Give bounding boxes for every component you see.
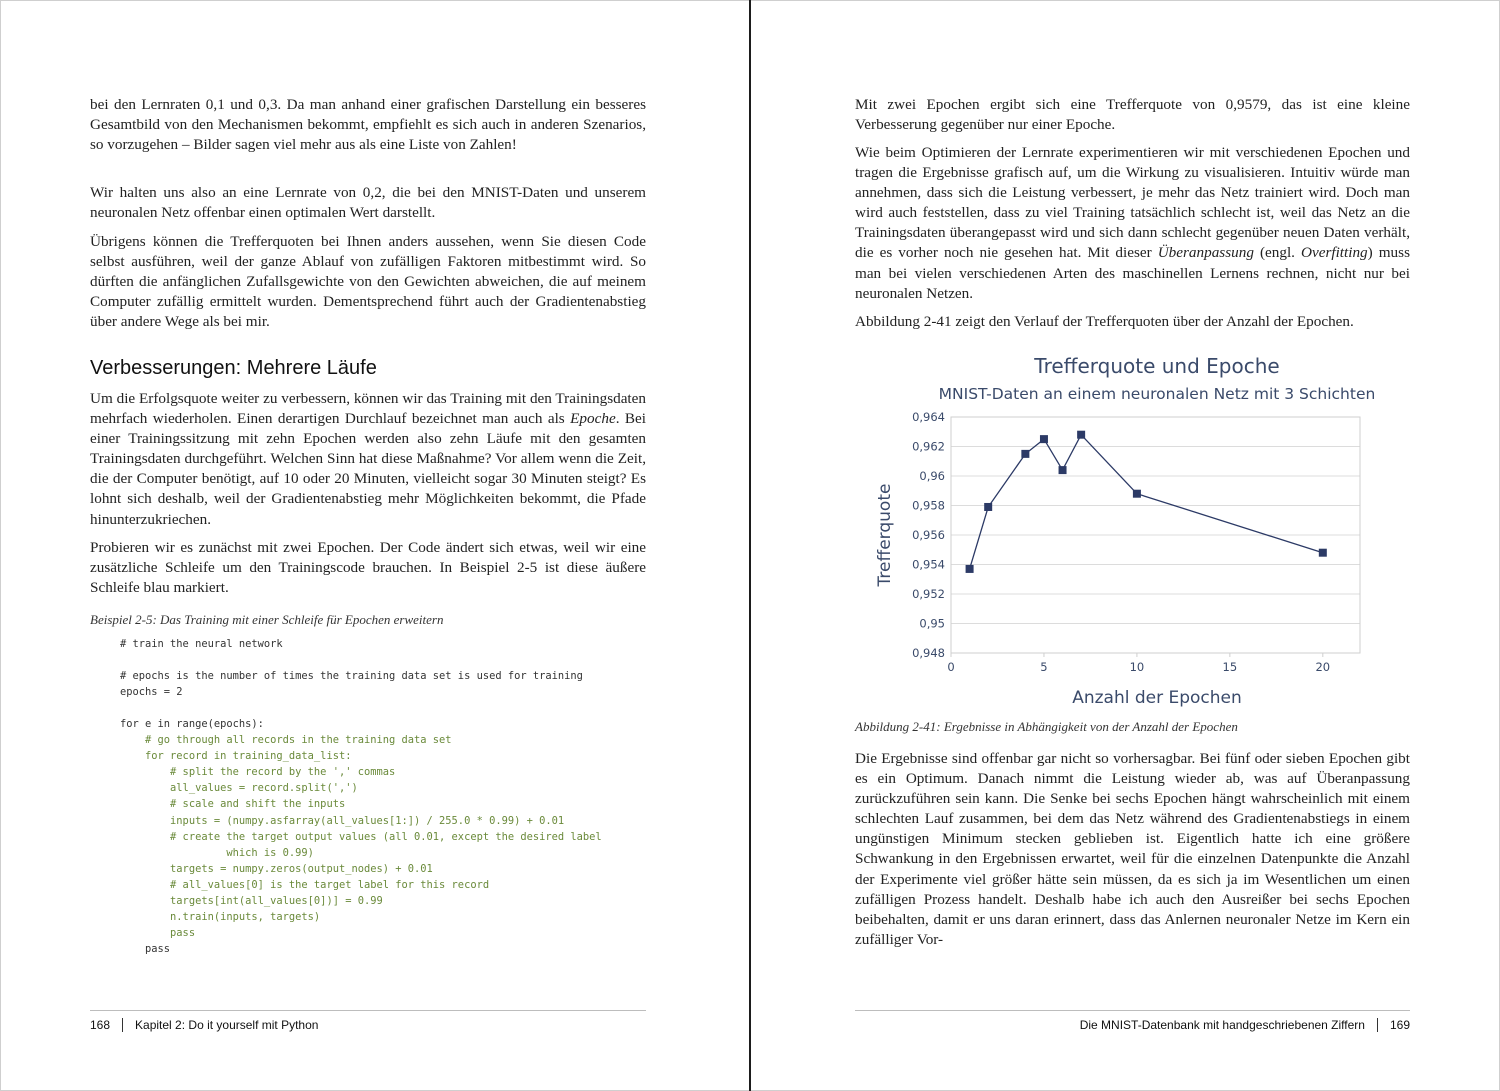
chart-grid	[951, 417, 1360, 653]
section-title: Die MNIST-Datenbank mit handgeschriebenen Ziffern	[1079, 1018, 1365, 1032]
code-line: all_values = record.split(',')	[120, 782, 358, 795]
chart-title: Trefferquote und Epoche	[1034, 354, 1280, 378]
figure-caption: Abbildung 2-41: Ergebnisse in Abhängigkeit von der Anzahl der Epochen	[855, 719, 1238, 734]
data-point	[1319, 549, 1327, 557]
chart-subtitle: MNIST-Daten an einem neuronalen Netz mit 3 Schichten	[938, 385, 1376, 403]
code-line: # all_values[0] is the target label for this record	[120, 878, 490, 891]
code-line: pass	[120, 942, 171, 955]
text-run: Um die Erfolgsquote weiter zu verbessern, können wir das Training mit den Trainingsdaten mehrfach wiederholen. Einen derartigen Durchlauf bezeichnet man auch als	[90, 390, 646, 428]
code-line	[120, 700, 602, 716]
code-line: epochs = 2	[120, 686, 183, 699]
footer-right	[1080, 1018, 1410, 1032]
code-line: inputs = (numpy.asfarray(all_values[1:]) / 255.0 * 0.99) + 0.01	[120, 814, 565, 827]
paragraph	[90, 389, 646, 530]
code-line: # epochs is the number of times the training data set is used for training	[120, 670, 583, 683]
section-heading: Verbesserungen: Mehrere Läufe	[90, 357, 377, 379]
page-footer	[90, 1010, 646, 1032]
data-point	[1059, 466, 1067, 474]
paragraph	[855, 143, 1410, 304]
y-tick-label: 0,954	[912, 557, 945, 572]
emphasis: Überanpassung	[1157, 244, 1254, 262]
text-run: . Bei einer Trainingssitzung mit zehn Epochen werden also zehn Läufe mit den gesamten Trainingsdaten durchgeführt. Welchen Sinn hat diese Maßnahme? Vor allem wenn die Zeit, die der Computer benötigt, auf 10 oder 20 Minuten, vielleicht sogar 30 Minuten steigt? Es lohnt sich deshalb, weil der Gradientenabstieg mehr Möglichkeiten bekommt, die Pfade hinunterzukriechen.	[90, 410, 646, 528]
code-line: pass	[120, 926, 196, 939]
series-markers	[966, 431, 1327, 573]
data-point	[1077, 431, 1085, 439]
code-line: # go through all records in the training data set	[120, 734, 452, 747]
paragraph: Wir halten uns also an eine Lernrate von 0,2, die bei den MNIST-Daten und unserem neuronalen Netz offenbar einen optimalen Wert darstellt.	[90, 184, 646, 222]
paragraph: Die Ergebnisse sind offenbar gar nicht so vorhersagbar. Bei fünf oder sieben Epochen gibt es ein Optimum. Danach nimmt die Leistung wieder ab, was auf Überanpassung zurückzuführen sein kann. Die Senke bei sechs Epochen hängt wahrscheinlich mit einem schlechten Lauf zusammen, bei dem das Netz während des Gradientenabstiegs in einem ungünstigen Minimum stecken geblieben ist. Eigentlich hatte ich eine größere Schwankung in den Ergebnissen erwartet, weil für die einzelnen Datenpunkte die Anzahl der Experimente viel größer hätte sein müssen, da es sich ja im Wesentlichen um einen zufälligen Prozess handelt. Deshalb habe ich auch den Ausreißer bei sechs Epochen beibehalten, damit er uns daran erinnert, dass das Anlernen neuronaler Netze im Kern ein zufälliger Vor-	[855, 750, 1410, 948]
x-tick-label: 10	[1129, 660, 1145, 674]
left-page	[90, 0, 646, 1091]
code-line	[120, 652, 602, 668]
y-tick-label: 0,962	[912, 439, 945, 454]
data-point	[1133, 490, 1141, 498]
code-line: which is 0.99)	[120, 846, 314, 859]
footer-left	[90, 1018, 318, 1032]
text-run: (engl.	[1253, 244, 1301, 262]
code-line: # split the record by the ',' commas	[120, 766, 396, 779]
code-line: for e in range(epochs):	[120, 718, 264, 731]
y-tick-label: 0,96	[919, 469, 945, 483]
text-run: Wie beim Optimieren der Lernrate experimentieren wir mit verschiedenen Epochen und tragen die Ergebnisse grafisch auf, um die Wirkung zu visualisieren. Intuitiv würde man annehmen, dass sich die Leistung verbessert, je mehr das Netz trainiert wird. Doch man wird auch feststellen, dass zu viel Training tatsächlich schlecht ist, weil das Netz an die Trainingsdaten überangepasst wird und sich dann schlecht gegenüber neuen Daten verhält, die es vorher noch nie gesehen hat. Mit dieser	[855, 144, 1410, 262]
paragraph: Mit zwei Epochen ergibt sich eine Trefferquote von 0,9579, das ist eine kleine Verbesserung gegenüber nur einer Epoche.	[855, 96, 1410, 134]
x-tick-label: 15	[1222, 660, 1238, 674]
y-tick-label: 0,958	[912, 498, 945, 513]
code-line: # create the target output values (all 0.01, except the desired label	[120, 830, 602, 843]
y-axis-label: Trefferquote	[875, 483, 895, 587]
y-tick-label: 0,964	[912, 410, 945, 424]
text-run: ) muss man bei vielen verschiedenen Arten des maschinellen Lernens rechnen, nicht nur bei neuronalen Netzen.	[855, 244, 1410, 302]
paragraph: Probieren wir es zunächst mit zwei Epochen. Der Code ändert sich etwas, weil wir eine zusätzliche Schleife um den Trainingscode brauchen. In Beispiel 2-5 ist diese äußere Schleife blau markiert.	[90, 539, 646, 597]
data-point	[1021, 450, 1029, 458]
y-axis	[912, 410, 945, 660]
page-number: 168	[90, 1018, 111, 1032]
y-tick-label: 0,948	[912, 646, 945, 660]
page-gutter	[749, 0, 751, 1091]
emphasis: Epoche	[570, 410, 616, 428]
x-tick-label: 0	[947, 660, 955, 674]
emphasis: Overfitting	[1301, 244, 1368, 262]
chapter-title: Kapitel 2: Do it yourself mit Python	[135, 1018, 319, 1032]
y-tick-label: 0,95	[919, 616, 945, 631]
line-chart	[855, 345, 1410, 715]
paragraph: Abbildung 2-41 zeigt den Verlauf der Trefferquoten über der Anzahl der Epochen.	[855, 313, 1354, 330]
data-point	[966, 565, 974, 573]
x-axis	[947, 653, 1330, 674]
code-line: targets = numpy.zeros(output_nodes) + 0.01	[120, 862, 433, 875]
code-line: for record in training_data_list:	[120, 750, 352, 763]
code-line: # scale and shift the inputs	[120, 798, 346, 811]
footer-separator	[122, 1018, 123, 1032]
x-tick-label: 20	[1315, 660, 1331, 674]
data-point	[984, 503, 992, 511]
data-point	[1040, 435, 1048, 443]
y-tick-label: 0,952	[912, 587, 945, 601]
example-caption: Beispiel 2-5: Das Training mit einer Schleife für Epochen erweitern	[90, 612, 444, 627]
x-tick-label: 5	[1040, 660, 1048, 674]
right-page	[855, 0, 1410, 1091]
paragraph: bei den Lernraten 0,1 und 0,3. Da man anhand einer grafischen Darstellung ein besseres Gesamtbild von den Mechanismen bekommt, empfiehlt es sich auch in anderen Szenarios, so vorzugehen – Bilder sagen viel mehr aus als eine Liste von Zahlen!	[90, 96, 646, 154]
paragraph: Übrigens können die Trefferquoten bei Ihnen anders aussehen, wenn Sie diesen Code selbst ausführen, weil der ganze Ablauf von zufälligen Faktoren mitbestimmt wird. So dürften die anfänglichen Zufallsgewichte von den Gewichten abweichen, die auf meinem Computer zufällig ermittelt wurden. Dementsprechend führt auch der Gradientenabstieg über andere Wege als bei mir.	[90, 233, 646, 331]
y-tick-label: 0,956	[912, 528, 945, 542]
code-line: # train the neural network	[120, 638, 283, 650]
footer-separator	[1377, 1018, 1378, 1032]
code-line: n.train(inputs, targets)	[120, 910, 321, 923]
code-line: targets[int(all_values[0])] = 0.99	[120, 894, 383, 907]
page-footer	[855, 1010, 1410, 1032]
page-number: 169	[1389, 1018, 1410, 1032]
x-axis-label: Anzahl der Epochen	[1072, 688, 1242, 708]
code-listing	[120, 636, 602, 957]
